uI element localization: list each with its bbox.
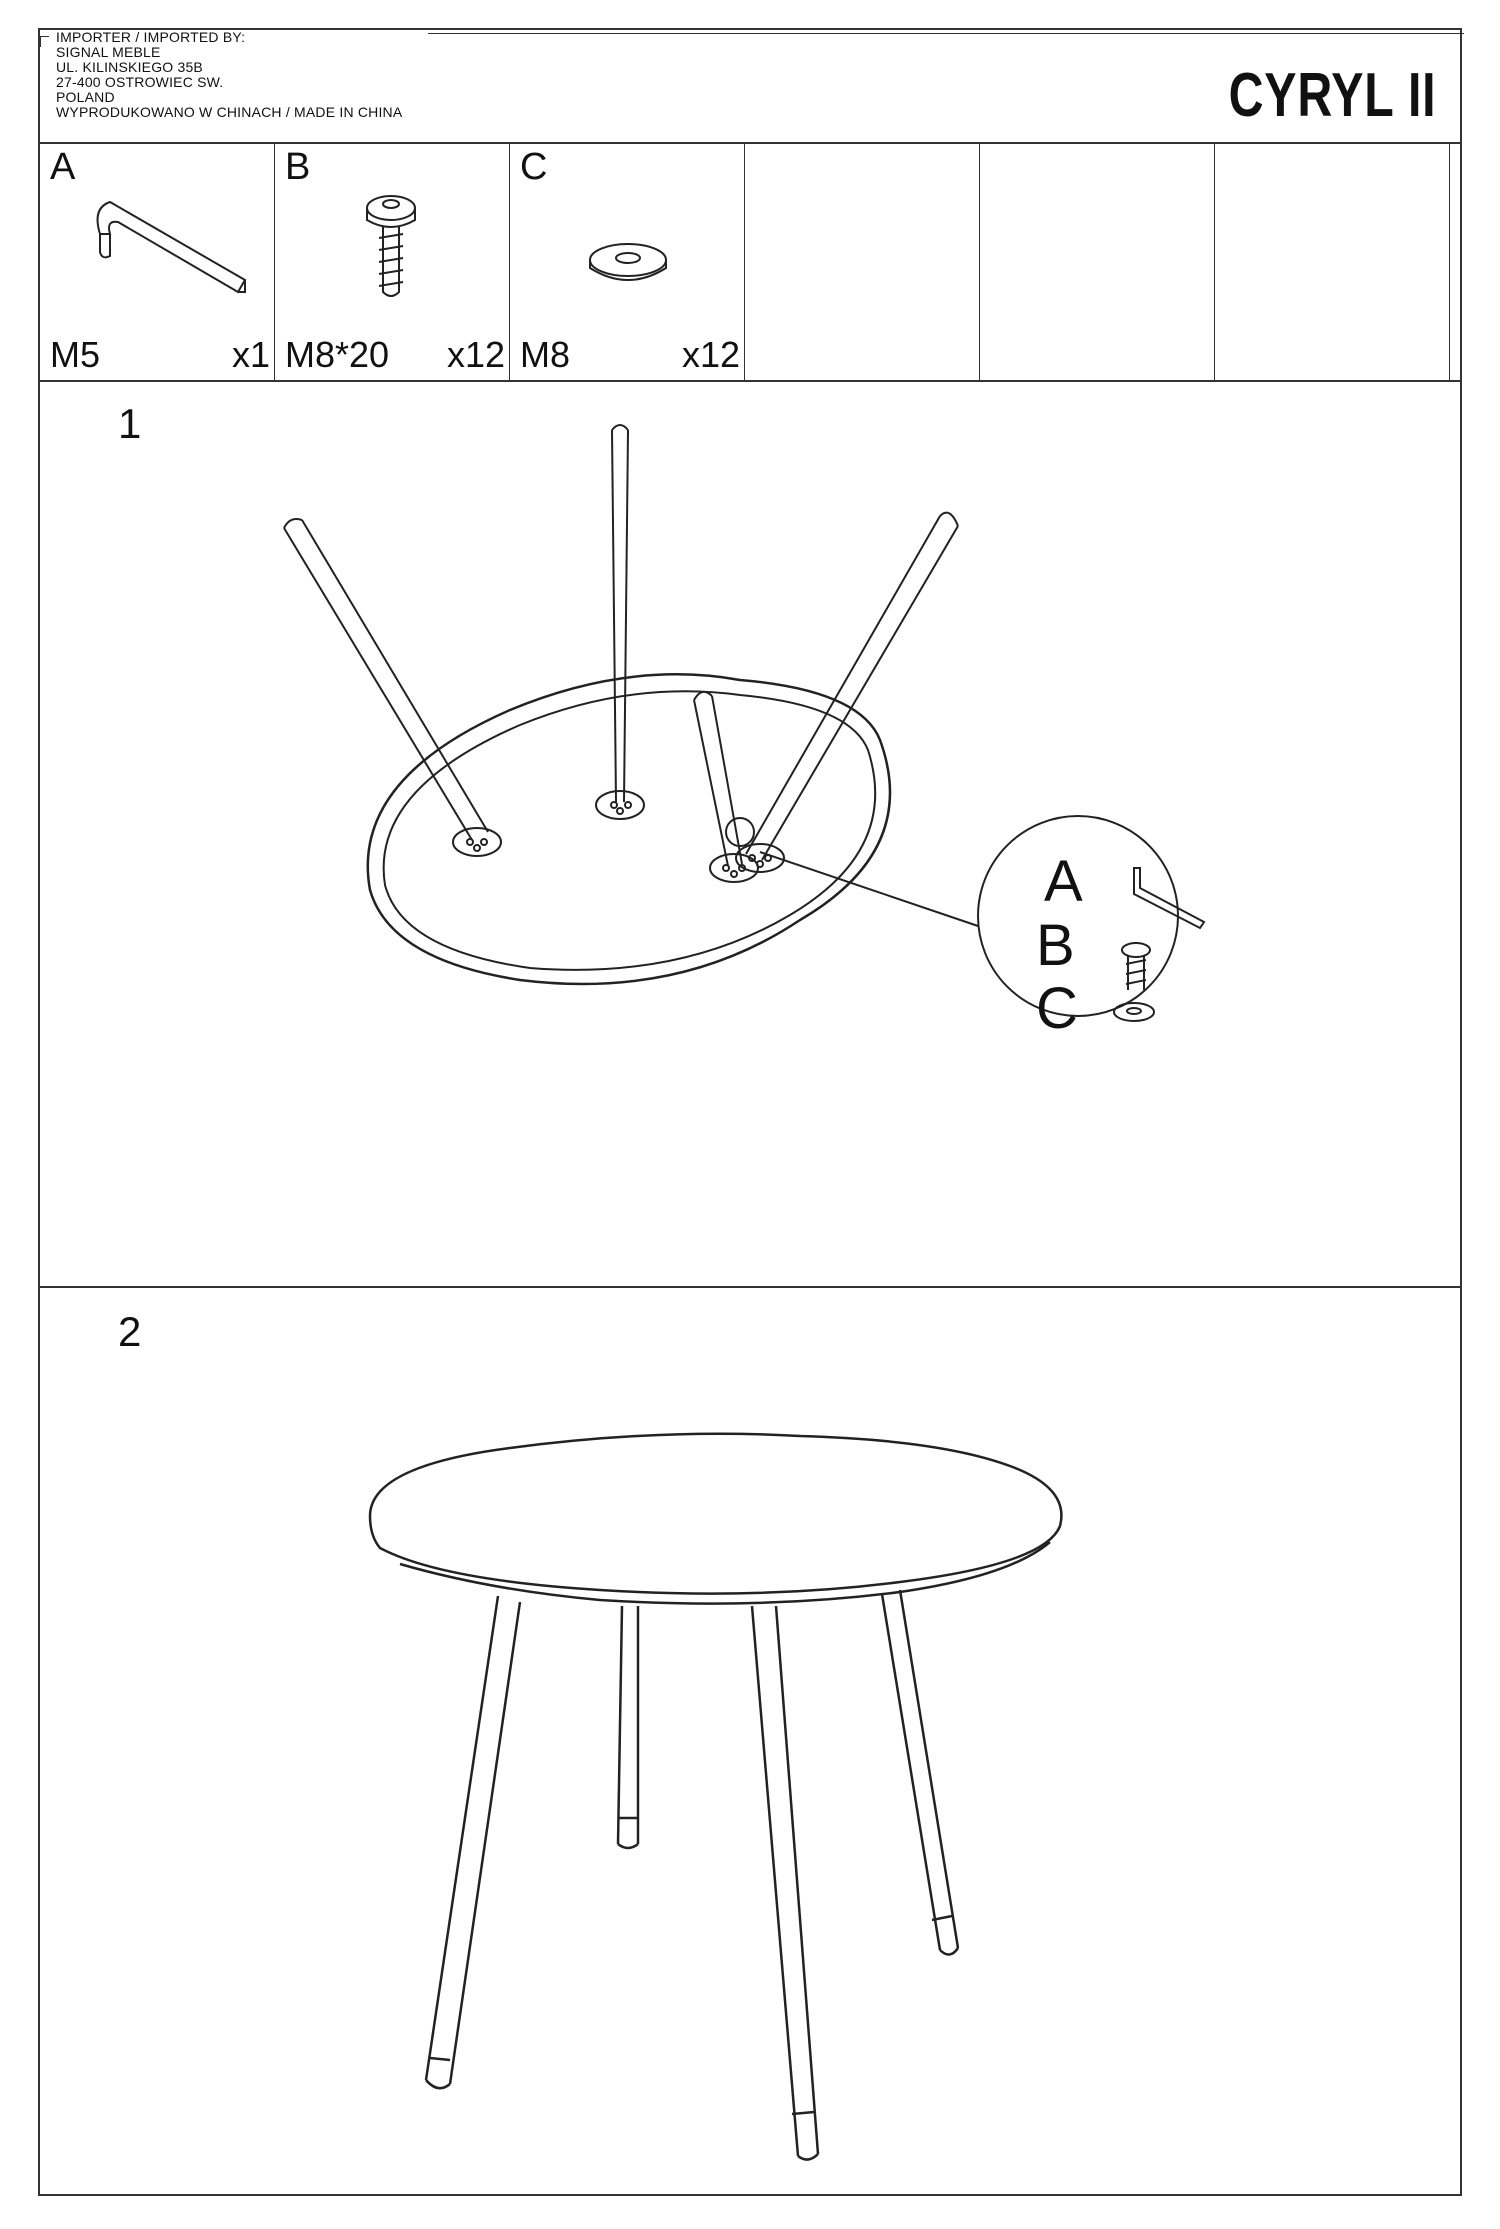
importer-line: SIGNAL MEBLE bbox=[56, 44, 161, 60]
part-slot-empty bbox=[980, 142, 1215, 380]
part-letter: C bbox=[520, 146, 548, 188]
header-rule bbox=[428, 33, 1464, 34]
importer-line: POLAND bbox=[56, 89, 115, 105]
part-c bbox=[510, 142, 745, 380]
callout-label-b: B bbox=[1036, 913, 1075, 978]
part-size: M8 bbox=[520, 334, 571, 375]
step-number: 1 bbox=[118, 400, 142, 447]
importer-line: 27-400 OSTROWIEC SW. bbox=[56, 74, 224, 90]
part-slot-empty bbox=[1215, 142, 1450, 380]
header bbox=[40, 30, 1460, 144]
part-size: M8*20 bbox=[285, 334, 390, 375]
part-qty: x12 bbox=[681, 334, 740, 375]
callout-label-a: A bbox=[1044, 849, 1083, 914]
step-1-illustration bbox=[40, 380, 1464, 1288]
importer-line: UL. KILINSKIEGO 35B bbox=[56, 59, 203, 75]
part-slot-empty bbox=[745, 142, 980, 380]
parts-table bbox=[40, 142, 1460, 382]
part-qty: x12 bbox=[446, 334, 505, 375]
importer-line: WYPRODUKOWANO W CHINACH / MADE IN CHINA bbox=[56, 104, 403, 120]
corner-mark bbox=[40, 36, 49, 47]
step-2 bbox=[40, 1288, 1460, 2196]
step-2-illustration bbox=[40, 1288, 1464, 2196]
part-a bbox=[40, 142, 275, 380]
part-size: M5 bbox=[50, 334, 101, 375]
instruction-sheet bbox=[38, 28, 1462, 2196]
part-letter: B bbox=[285, 146, 311, 188]
importer-line: IMPORTER / IMPORTED BY: bbox=[56, 29, 246, 45]
step-1 bbox=[40, 380, 1460, 1288]
part-qty: x1 bbox=[231, 334, 270, 375]
part-letter: A bbox=[50, 146, 76, 188]
callout-label-c: C bbox=[1036, 976, 1078, 1041]
part-b bbox=[275, 142, 510, 380]
step-number: 2 bbox=[118, 1308, 142, 1355]
product-title: CYRYL II bbox=[1228, 61, 1436, 130]
importer-info bbox=[56, 30, 402, 120]
